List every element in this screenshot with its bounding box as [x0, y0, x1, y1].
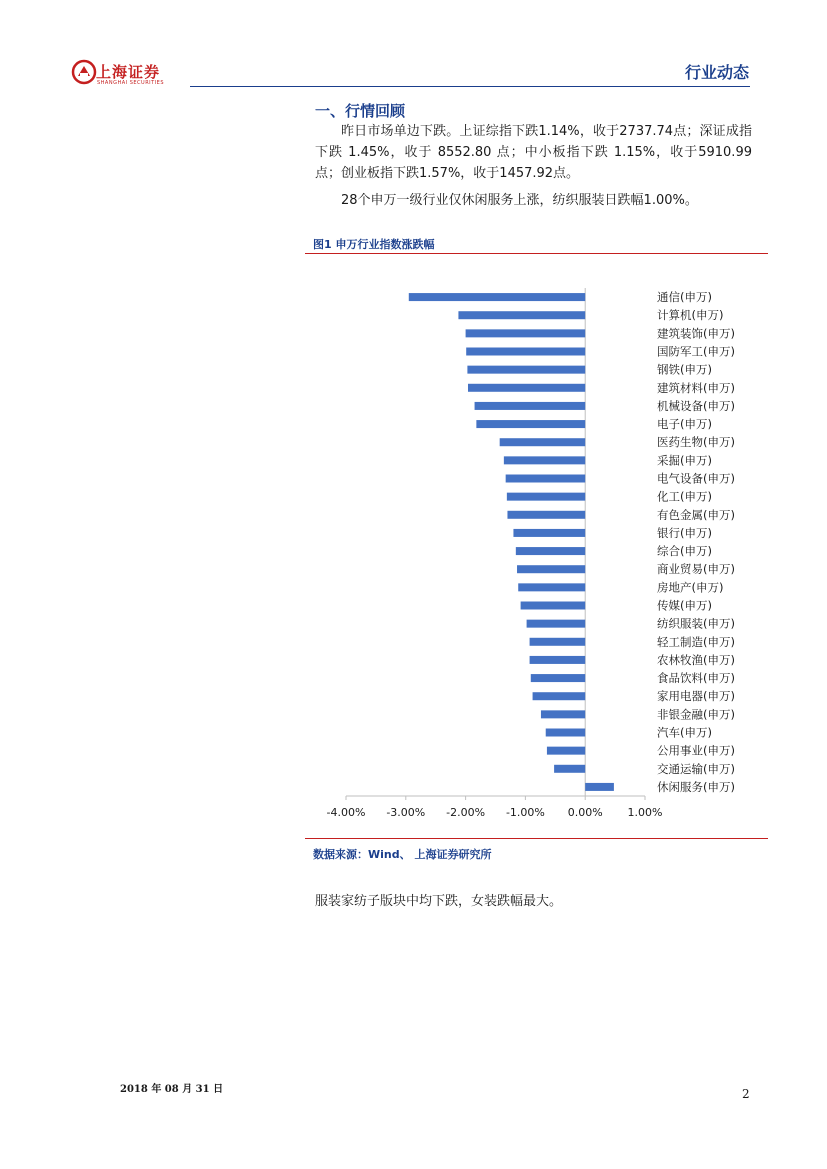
bar — [585, 783, 614, 791]
category-label: 有色金属(申万) — [657, 507, 735, 522]
industry-summary-paragraph: 28个申万一级行业仅休闲服务上涨，纺织服装日跌幅1.00%。 — [341, 193, 698, 208]
category-label: 通信(申万) — [657, 290, 712, 305]
market-review-paragraph: 昨日市场单边下跌。上证综指下跌1.14%，收于2737.74点；深证成指下跌 1.45%，收于 8552.80 点；中小板指下跌 1.15%，收于5910.99点；创业板指下跌1.57%，收于1457.92点。 — [315, 124, 752, 181]
bar — [467, 366, 585, 374]
bar — [468, 384, 585, 392]
category-label: 农林牧渔(申万) — [657, 652, 735, 667]
category-label: 电子(申万) — [657, 417, 712, 432]
category-label: 银行(申万) — [657, 525, 712, 540]
category-label: 商业贸易(申万) — [657, 562, 735, 577]
category-label: 食品饮料(申万) — [657, 671, 735, 686]
category-label: 轻工制造(申万) — [657, 634, 735, 649]
x-tick-label: -1.00% — [505, 806, 545, 819]
x-tick-label: -4.00% — [326, 806, 366, 819]
page-number: 2 — [742, 1087, 750, 1101]
bar — [466, 329, 586, 337]
category-label: 钢铁(申万) — [657, 362, 712, 377]
category-label: 汽车(申万) — [657, 725, 712, 740]
bar — [547, 747, 585, 755]
logo-text: 上海证券 — [96, 63, 161, 81]
category-label: 交通运输(申万) — [657, 761, 735, 776]
bar — [476, 420, 585, 428]
bar — [466, 348, 585, 356]
category-label: 化工(申万) — [657, 489, 712, 504]
bar — [531, 674, 585, 682]
x-tick-label: 1.00% — [627, 806, 663, 819]
bar — [541, 710, 585, 718]
bar — [516, 547, 585, 555]
bar — [500, 438, 586, 446]
category-label: 非银金融(申万) — [657, 707, 735, 722]
bar — [504, 456, 585, 464]
x-tick-label: 0.00% — [567, 806, 603, 819]
bar — [409, 293, 585, 301]
bar — [475, 402, 586, 410]
figure-bottom-divider — [305, 838, 768, 839]
bar — [517, 565, 585, 573]
category-label: 家用电器(申万) — [657, 689, 735, 704]
category-label: 医药生物(申万) — [657, 435, 735, 450]
x-tick-label: -2.00% — [446, 806, 486, 819]
category-label: 建筑材料(申万) — [657, 380, 735, 395]
category-label: 采掘(申万) — [657, 453, 712, 468]
report-date: 2018 年 08 月 31 日 — [120, 1084, 224, 1095]
category-label: 休闲服务(申万) — [657, 779, 735, 794]
header-category: 行业动态 — [684, 63, 749, 82]
logo-subtitle: SHANGHAI SECURITIES — [97, 80, 165, 86]
bar — [530, 656, 586, 664]
bar — [554, 765, 585, 773]
bar — [527, 620, 586, 628]
figure-source: 数据来源：Wind、 上海证券研究所 — [313, 848, 492, 861]
bar — [533, 692, 586, 700]
header-divider — [190, 86, 750, 87]
bar — [530, 638, 586, 646]
bar — [513, 529, 585, 537]
section-title: 一、行情回顾 — [315, 102, 406, 120]
bar — [546, 729, 585, 737]
bar — [506, 475, 586, 483]
x-tick-label: -3.00% — [386, 806, 426, 819]
category-label: 国防军工(申万) — [657, 344, 735, 359]
apparel-paragraph: 服装家纺子版块中均下跌，女装跌幅最大。 — [315, 894, 563, 909]
bar — [458, 311, 585, 319]
category-label: 传媒(申万) — [657, 598, 712, 613]
category-label: 机械设备(申万) — [657, 398, 735, 413]
bar — [521, 602, 586, 610]
figure-top-divider — [305, 253, 768, 254]
category-label: 纺织服装(申万) — [657, 616, 735, 631]
industry-change-chart — [305, 262, 768, 832]
category-label: 电气设备(申万) — [657, 471, 735, 486]
bar — [507, 493, 585, 501]
bar — [507, 511, 585, 519]
bar — [518, 583, 585, 591]
category-label: 公用事业(申万) — [657, 743, 735, 758]
category-label: 计算机(申万) — [657, 308, 724, 323]
category-label: 综合(申万) — [657, 544, 712, 559]
figure-title: 图1 申万行业指数涨跌幅 — [313, 238, 435, 251]
category-label: 建筑装饰(申万) — [657, 326, 735, 341]
category-label: 房地产(申万) — [657, 580, 724, 595]
